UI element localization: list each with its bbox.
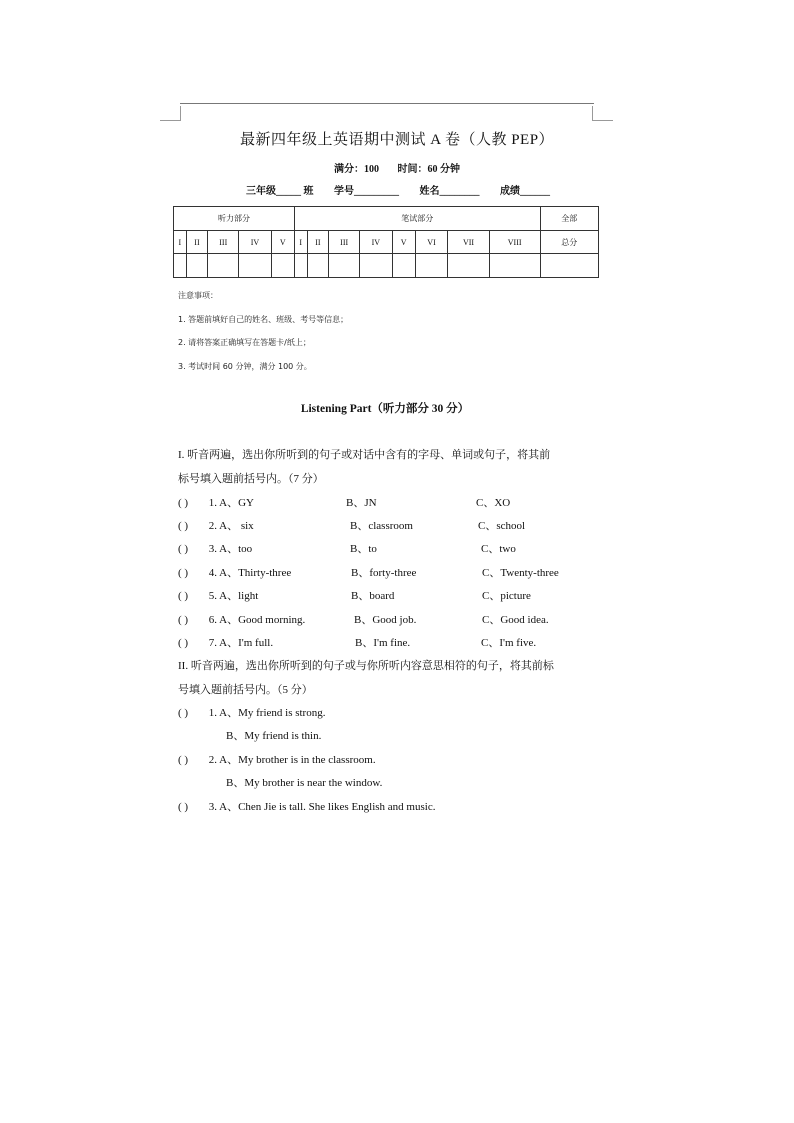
option-b: B、to bbox=[350, 543, 377, 555]
page-corner-mark bbox=[160, 106, 181, 121]
option-a: 5. A、light bbox=[208, 590, 259, 602]
question-row bbox=[178, 751, 376, 767]
question-row bbox=[178, 611, 549, 627]
writing-header: 笔试部分 bbox=[294, 207, 540, 231]
option-c: C、Good idea. bbox=[482, 614, 549, 626]
option-c: C、Twenty-three bbox=[482, 567, 559, 579]
part2-instruction: II. 听音两遍，选出你所听到的句子或与你所听内容意思相符的句子，将其前标 bbox=[178, 660, 554, 672]
exam-notes bbox=[178, 284, 348, 378]
section-title: Listening Part（听力部分 30 分） bbox=[300, 403, 470, 415]
answer-bracket[interactable]: ( ) bbox=[178, 497, 189, 509]
grade-field[interactable]: 三年级_____ 班 bbox=[246, 186, 314, 197]
answer-bracket[interactable]: ( ) bbox=[178, 590, 189, 602]
score-time-line bbox=[0, 160, 794, 175]
listening-col: I bbox=[174, 231, 187, 254]
question-row bbox=[178, 540, 516, 556]
writing-col: VI bbox=[415, 231, 447, 254]
score-cell[interactable] bbox=[271, 254, 294, 278]
part1-instruction: 标号填入题前括号内。（7 分） bbox=[178, 473, 324, 485]
option-a: 1. A、GY bbox=[208, 497, 254, 509]
writing-col: VIII bbox=[489, 231, 540, 254]
note-item: 3. 考试时间 60 分钟，满分 100 分。 bbox=[178, 361, 312, 371]
page-corner-mark bbox=[592, 106, 613, 121]
option-c: C、two bbox=[481, 543, 516, 555]
answer-bracket[interactable]: ( ) bbox=[178, 543, 189, 555]
option-b: B、My friend is thin. bbox=[226, 730, 322, 742]
note-item: 2. 请将答案正确填写在答题卡/纸上； bbox=[178, 338, 311, 347]
option-c: C、XO bbox=[476, 497, 511, 509]
option-a: 7. A、I'm full. bbox=[208, 637, 274, 649]
option-a: 1. A、My friend is strong. bbox=[208, 707, 326, 719]
score-cell[interactable] bbox=[174, 254, 187, 278]
option-a: 2. A、 six bbox=[208, 520, 254, 532]
question-row bbox=[178, 587, 531, 603]
score-cell[interactable] bbox=[208, 254, 239, 278]
score-cell[interactable] bbox=[360, 254, 392, 278]
score-cell[interactable] bbox=[540, 254, 598, 278]
total-header: 全部 bbox=[540, 207, 598, 231]
option-b: B、classroom bbox=[350, 520, 413, 532]
answer-bracket[interactable]: ( ) bbox=[178, 567, 189, 579]
option-c: C、I'm five. bbox=[481, 637, 537, 649]
question-row bbox=[178, 634, 537, 650]
writing-col: IV bbox=[360, 231, 392, 254]
exam-title: 最新四年级上英语期中测试 A 卷（人教 PEP） bbox=[239, 132, 555, 148]
listening-col: IV bbox=[239, 231, 271, 254]
option-b: B、JN bbox=[346, 497, 377, 509]
question-row bbox=[178, 798, 435, 814]
name-field[interactable]: 姓名________ bbox=[419, 186, 480, 197]
writing-col: I bbox=[294, 231, 307, 254]
answer-bracket[interactable]: ( ) bbox=[178, 637, 189, 649]
score-cell[interactable] bbox=[448, 254, 490, 278]
option-a: 6. A、Good morning. bbox=[208, 614, 306, 626]
writing-col: III bbox=[329, 231, 360, 254]
option-b: B、I'm fine. bbox=[355, 637, 411, 649]
question-row bbox=[178, 517, 526, 533]
option-a: 3. A、too bbox=[208, 543, 253, 555]
writing-col: VII bbox=[448, 231, 490, 254]
score-cell[interactable] bbox=[329, 254, 360, 278]
score-cell[interactable] bbox=[392, 254, 415, 278]
option-c: C、picture bbox=[482, 590, 531, 602]
total-subheader: 总分 bbox=[540, 231, 598, 254]
answer-bracket[interactable]: ( ) bbox=[178, 707, 189, 719]
student-id-field[interactable]: 学号_________ bbox=[334, 186, 399, 197]
score-table bbox=[173, 206, 599, 278]
writing-col: II bbox=[307, 231, 329, 254]
answer-bracket[interactable]: ( ) bbox=[178, 801, 189, 813]
part1-instruction: I. 听音两遍，选出你所听到的句子或对话中含有的字母、单词或句子，将其前 bbox=[178, 449, 551, 461]
answer-bracket[interactable]: ( ) bbox=[178, 520, 189, 532]
option-b: B、forty-three bbox=[351, 567, 417, 579]
score-cell[interactable] bbox=[239, 254, 271, 278]
score-cell[interactable] bbox=[489, 254, 540, 278]
exam-time: 时间：60 分钟 bbox=[397, 164, 460, 175]
score-cell[interactable] bbox=[307, 254, 329, 278]
listening-col: II bbox=[186, 231, 208, 254]
score-cell[interactable] bbox=[415, 254, 447, 278]
page-top-rule bbox=[180, 103, 594, 104]
option-b: B、board bbox=[351, 590, 395, 602]
score-cell[interactable] bbox=[186, 254, 208, 278]
option-b: B、Good job. bbox=[354, 614, 417, 626]
full-score: 满分：100 bbox=[334, 164, 379, 175]
answer-bracket[interactable]: ( ) bbox=[178, 614, 189, 626]
listening-col: V bbox=[271, 231, 294, 254]
listening-col: III bbox=[208, 231, 239, 254]
question-row bbox=[178, 704, 325, 720]
answer-bracket[interactable]: ( ) bbox=[178, 754, 189, 766]
option-b: B、My brother is near the window. bbox=[226, 777, 383, 789]
option-a: 3. A、Chen Jie is tall. She likes English and music. bbox=[208, 801, 436, 813]
notes-heading: 注意事项： bbox=[178, 291, 218, 300]
score-field[interactable]: 成绩______ bbox=[500, 186, 550, 197]
writing-col: V bbox=[392, 231, 415, 254]
question-row bbox=[178, 494, 511, 510]
score-cell[interactable] bbox=[294, 254, 307, 278]
listening-header: 听力部分 bbox=[174, 207, 295, 231]
student-info-line bbox=[246, 182, 568, 197]
part2-instruction: 号填入题前括号内。（5 分） bbox=[178, 684, 313, 696]
option-a: 2. A、My brother is in the classroom. bbox=[208, 754, 376, 766]
question-row bbox=[178, 564, 559, 580]
option-c: C、school bbox=[478, 520, 526, 532]
note-item: 1. 答题前填好自己的姓名、班级、考号等信息； bbox=[178, 314, 349, 324]
option-a: 4. A、Thirty-three bbox=[208, 567, 292, 579]
